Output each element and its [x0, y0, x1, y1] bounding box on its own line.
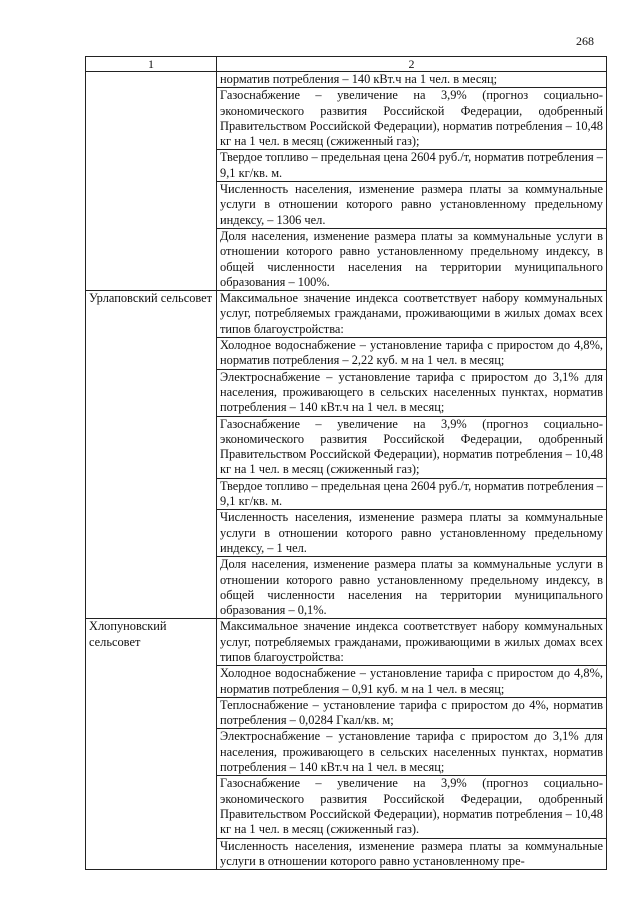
paragraph: Холодное водоснабжение – установление тарифа с приростом до 4,8%, норматив потребления – 2,22 куб. м на 1 чел. в месяц;	[217, 337, 606, 369]
column-header-2: 2	[217, 57, 607, 72]
description-cell	[217, 619, 607, 870]
paragraph: Холодное водоснабжение – установление тарифа с приростом до 4,8%, норматив потребления – 0,91 куб. м на 1 чел. в месяц;	[217, 665, 606, 697]
paragraph: Твердое топливо – предельная цена 2604 руб./т, норматив потребления – 9,1 кг/кв. м.	[217, 478, 606, 510]
paragraph: Электроснабжение – установление тарифа с приростом до 3,1% для населения, проживающего в сельских населенных пунктах, норматив потребления – 140 кВт.ч на 1 чел. в месяц;	[217, 369, 606, 416]
column-header-1: 1	[86, 57, 217, 72]
municipality-name	[86, 72, 217, 291]
paragraph: Численность населения, изменение размера платы за коммунальные услуги в отношении которого равно установленному пре-	[217, 838, 606, 870]
paragraph: Теплоснабжение – установление тарифа с приростом до 4%, норматив потребления – 0,0284 Гкал/кв. м;	[217, 697, 606, 729]
table-row	[86, 72, 607, 291]
paragraph: Электроснабжение – установление тарифа с приростом до 3,1% для населения, проживающего в сельских населенных пунктах, норматив потребления – 140 кВт.ч на 1 чел. в месяц;	[217, 728, 606, 775]
table-row	[86, 619, 607, 870]
paragraph: Максимальное значение индекса соответствует набору коммунальных услуг, потребляемых гражданами, проживающими в жилых домах всех типов благоустройства:	[220, 619, 603, 664]
paragraph: Доля населения, изменение размера платы за коммунальные услуги в отношении которого равно установленному предельному индексу, в общей численности населения на территории муниципального образования – 0,1%.	[217, 556, 606, 618]
table-row	[86, 291, 607, 619]
page-number: 268	[576, 34, 594, 48]
paragraph: Газоснабжение – увеличение на 3,9% (прогноз социально-экономического развития Российской Федерации, одобренный Правительством Российской Федерации), норматив потребления – 10,48 кг на 1 чел. в месяц (сжиженный газ).	[217, 775, 606, 837]
description-cell	[217, 291, 607, 619]
paragraph: Численность населения, изменение размера платы за коммунальные услуги в отношении которого равно установленному предельному индексу, – 1 чел.	[217, 509, 606, 556]
table-header-row	[86, 57, 607, 72]
paragraph: Максимальное значение индекса соответствует набору коммунальных услуг, потребляемых гражданами, проживающими в жилых домах всех типов благоустройства:	[220, 291, 603, 336]
municipality-name: Хлопуновский сельсовет	[86, 619, 217, 870]
index-table	[85, 56, 607, 870]
description-cell	[217, 72, 607, 291]
paragraph: Численность населения, изменение размера платы за коммунальные услуги в отношении которого равно установленному предельному индексу, – 1306 чел.	[217, 181, 606, 228]
municipality-name: Урлаповский сельсовет	[86, 291, 217, 619]
paragraph: норматив потребления – 140 кВт.ч на 1 чел. в месяц;	[220, 72, 498, 86]
paragraph: Газоснабжение – увеличение на 3,9% (прогноз социально-экономического развития Российской Федерации, одобренный Правительством Российской Федерации), норматив потребления – 10,48 кг на 1 чел. в месяц (сжиженный газ);	[217, 416, 606, 478]
paragraph: Твердое топливо – предельная цена 2604 руб./т, норматив потребления – 9,1 кг/кв. м.	[217, 149, 606, 181]
paragraph: Газоснабжение – увеличение на 3,9% (прогноз социально-экономического развития Российской Федерации, одобренный Правительством Российской Федерации), норматив потребления – 10,48 кг на 1 чел. в месяц (сжиженный газ);	[217, 87, 606, 149]
paragraph: Доля населения, изменение размера платы за коммунальные услуги в отношении которого равно установленному предельному индексу, в общей численности населения на территории муниципального образования – 100%.	[217, 228, 606, 290]
